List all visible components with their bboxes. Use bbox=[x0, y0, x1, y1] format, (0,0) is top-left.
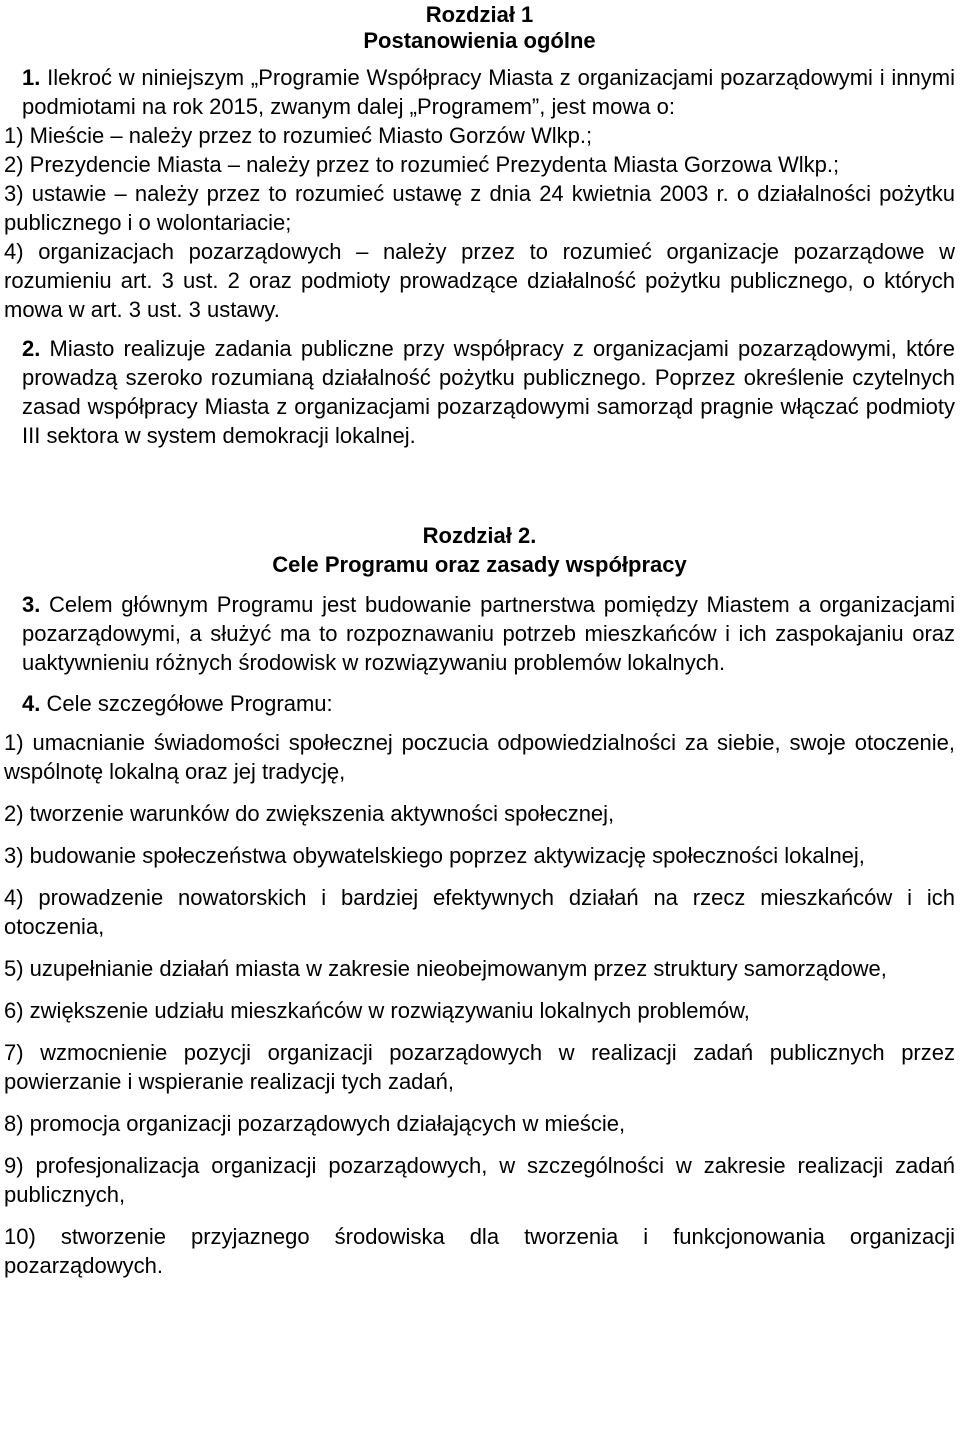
goal-item-10: 10) stworzenie przyjaznego środowiska dla tworzenia i funkcjonowania organizacji pozarządowych. bbox=[4, 1224, 955, 1278]
paragraph-3-text: Celem głównym Programu jest budowanie partnerstwa pomiędzy Miastem a organizacjami pozarządowymi, a służyć ma to rozpoznawaniu potrzeb mieszkańców i ich zaspokajaniu oraz uaktywnieniu różnych środowisk w rozwiązywaniu problemów lokalnych. bbox=[22, 592, 955, 675]
goal-item-8: 8) promocja organizacji pozarządowych działających w mieście, bbox=[4, 1111, 626, 1136]
goal-item-7: 7) wzmocnienie pozycji organizacji pozarządowych w realizacji zadań publicznych przez powierzanie i wspieranie realizacji tych zadań, bbox=[4, 1040, 955, 1094]
paragraph-4-number: 4. bbox=[22, 691, 41, 716]
paragraph-4-text: Cele szczegółowe Programu: bbox=[46, 691, 333, 716]
chapter-2-number: Rozdział 2. bbox=[422, 523, 537, 548]
chapter-1-title: Postanowienia ogólne bbox=[363, 28, 596, 53]
goal-item-2: 2) tworzenie warunków do zwiększenia aktywności społecznej, bbox=[4, 801, 615, 826]
paragraph-1-number: 1. bbox=[22, 65, 41, 90]
definition-item-4: 4) organizacjach pozarządowych – należy przez to rozumieć organizacje pozarządowe w rozumieniu art. 3 ust. 2 oraz podmioty prowadzące działalność pożytku publicznego, o których mowa w art. 3 ust. 3 ustawy. bbox=[4, 239, 955, 322]
goal-item-9: 9) profesjonalizacja organizacji pozarządowych, w szczególności w zakresie realizacji zadań publicznych, bbox=[4, 1153, 955, 1207]
paragraph-2-number: 2. bbox=[22, 336, 41, 361]
goal-item-3: 3) budowanie społeczeństwa obywatelskiego poprzez aktywizację społeczności lokalnej, bbox=[4, 843, 865, 868]
goal-item-4: 4) prowadzenie nowatorskich i bardziej efektywnych działań na rzecz mieszkańców i ich otoczenia, bbox=[4, 885, 955, 939]
paragraph-3 bbox=[4, 590, 955, 677]
definition-item-3: 3) ustawie – należy przez to rozumieć ustawę z dnia 24 kwietnia 2003 r. o działalności pożytku publicznego i o wolontariacie; bbox=[4, 181, 955, 235]
chapter-1-number: Rozdział 1 bbox=[425, 2, 534, 27]
paragraph-1-intro: Ilekroć w niniejszym „Programie Współpracy Miasta z organizacjami pozarządowymi i innymi podmiotami na rok 2015, zwanym dalej „Programem”, jest mowa o: bbox=[22, 65, 955, 119]
goal-item-1: 1) umacnianie świadomości społecznej poczucia odpowiedzialności za siebie, swoje otoczenie, wspólnotę lokalną oraz jej tradycję, bbox=[4, 730, 955, 784]
paragraph-2 bbox=[4, 334, 955, 450]
goal-item-5: 5) uzupełnianie działań miasta w zakresie nieobejmowanym przez struktury samorządowe, bbox=[4, 956, 887, 981]
paragraph-3-number: 3. bbox=[22, 592, 41, 617]
paragraph-2-text: Miasto realizuje zadania publiczne przy współpracy z organizacjami pozarządowymi, które prowadzą szeroko rozumianą działalność pożytku publicznego. Poprzez określenie czytelnych zasad współpracy Miasta z organizacjami pozarządowymi samorząd pragnie włączać podmioty III sektora w system demokracji lokalnej. bbox=[22, 336, 955, 448]
definition-item-2: 2) Prezydencie Miasta – należy przez to rozumieć Prezydenta Miasta Gorzowa Wlkp.; bbox=[4, 152, 840, 177]
paragraph-1 bbox=[4, 63, 955, 121]
paragraph-4 bbox=[4, 689, 955, 718]
goal-item-6: 6) zwiększenie udziału mieszkańców w rozwiązywaniu lokalnych problemów, bbox=[4, 998, 750, 1023]
definition-item-1: 1) Mieście – należy przez to rozumieć Miasto Gorzów Wlkp.; bbox=[4, 123, 593, 148]
chapter-2-title: Cele Programu oraz zasady współpracy bbox=[272, 552, 687, 577]
